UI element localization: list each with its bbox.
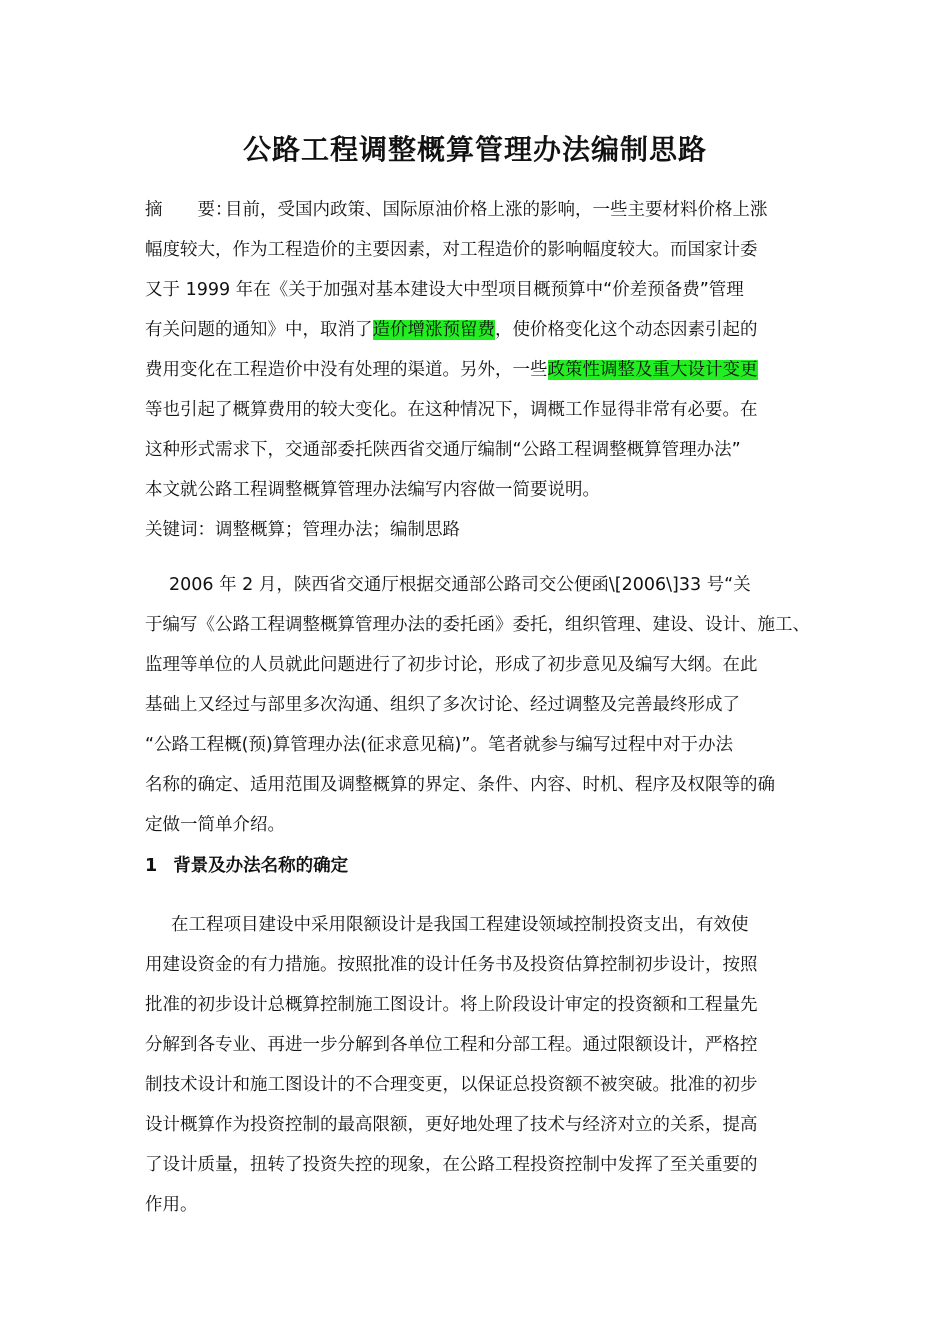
section1-line: 了设计质量，扭转了投资失控的现象，在公路工程投资控制中发挥了至关重要的: [145, 1155, 758, 1175]
section1-line: 分解到各专业、再进一步分解到各单位工程和分部工程。通过限额设计，严格控: [145, 1035, 758, 1055]
document-title: 公路工程调整概算管理办法编制思路: [242, 133, 707, 166]
section-number: 1: [145, 856, 158, 876]
intro-line: 监理等单位的人员就此问题进行了初步讨论，形成了初步意见及编写大纲。在此: [145, 655, 758, 675]
abstract-line: 本文就公路工程调整概算管理办法编写内容做一简要说明。: [145, 480, 600, 500]
abstract-label: 摘 要：: [145, 200, 233, 220]
keywords-line: 关键词：调整概算；管理办法；编制思路: [145, 520, 460, 540]
intro-line: 基础上又经过与部里多次沟通、组织了多次讨论、经过调整及完善最终形成了: [145, 695, 740, 715]
intro-line: 于编写《公路工程调整概算管理办法的委托函》委托，组织管理、建设、设计、施工、: [145, 615, 810, 635]
section1-line: 制技术设计和施工图设计的不合理变更，以保证总投资额不被突破。批准的初步: [145, 1075, 758, 1095]
intro-line: 名称的确定、适用范围及调整概算的界定、条件、内容、时机、程序及权限等的确: [145, 775, 775, 795]
abstract-line: 这种形式需求下，交通部委托陕西省交通厅编制“公路工程调整概算管理办法”: [145, 440, 741, 460]
section1-line: 设计概算作为投资控制的最高限额，更好地处理了技术与经济对立的关系，提高: [145, 1115, 758, 1135]
abstract-line: 摘 要：目前，受国内政策、国际原油价格上涨的影响，一些主要材料价格上涨: [145, 190, 820, 230]
section1-line: 用建设资金的有力措施。按照批准的设计任务书及投资估算控制初步设计，按照: [145, 955, 758, 975]
section1-line: 作用。: [145, 1195, 198, 1215]
abstract-line: 又于 1999 年在《关于加强对基本建设大中型项目概预算中“价差预备费”管理: [145, 280, 744, 300]
section1-line: 批准的初步设计总概算控制施工图设计。将上阶段设计审定的投资额和工程量先: [145, 995, 758, 1015]
section1-paragraph: [145, 905, 820, 1225]
intro-line: 定做一简单介绍。: [145, 815, 285, 835]
abstract-line: 费用变化在工程造价中没有处理的渠道。另外，一些政策性调整及重大设计变更: [145, 360, 758, 380]
intro-line: 2006 年 2 月，陕西省交通厅根据交通部公路司交公便函\[2006\]33 号“关: [169, 575, 751, 595]
highlighted-text: 政策性调整及重大设计变更: [547, 360, 758, 380]
section-title: 背景及办法名称的确定: [173, 856, 349, 876]
abstract-paragraph: [145, 190, 820, 550]
abstract-line: 幅度较大，作为工程造价的主要因素，对工程造价的影响幅度较大。而国家计委: [145, 240, 758, 260]
abstract-line: 等也引起了概算费用的较大变化。在这种情况下，调概工作显得非常有必要。在: [145, 400, 758, 420]
intro-paragraph: [145, 565, 820, 845]
section-heading: [145, 846, 348, 886]
highlighted-text: 造价增涨预留费: [372, 320, 495, 340]
intro-line: “公路工程概(预)算管理办法(征求意见稿)”。笔者就参与编写过程中对于办法: [145, 735, 733, 755]
section1-line: 在工程项目建设中采用限额设计是我国工程建设领域控制投资支出，有效使: [171, 915, 749, 935]
abstract-line: 有关问题的通知》中，取消了造价增涨预留费，使价格变化这个动态因素引起的: [145, 320, 758, 340]
